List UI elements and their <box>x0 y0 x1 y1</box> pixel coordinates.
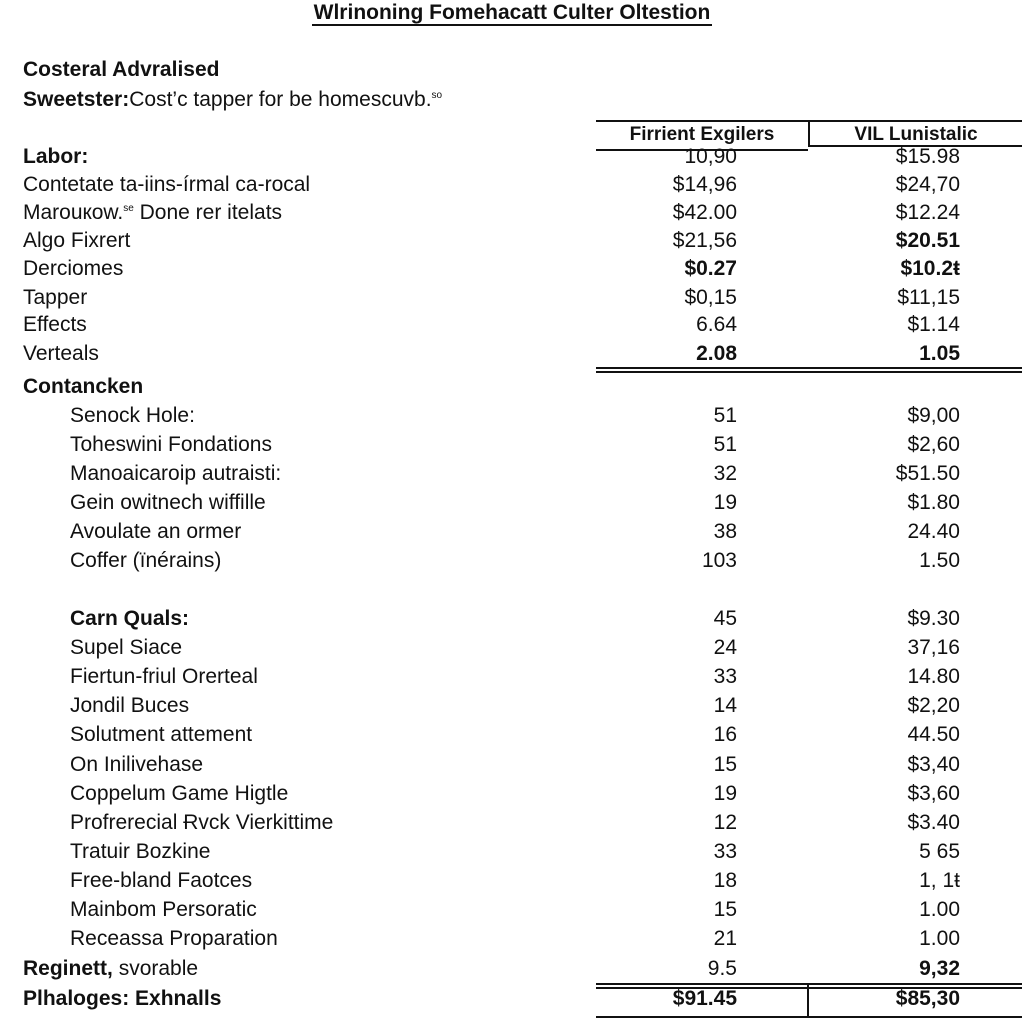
value-a: 10,90 <box>684 145 737 168</box>
value-b: 44.50 <box>907 723 960 746</box>
value-a: 6.64 <box>696 313 737 336</box>
document-title <box>0 0 1024 26</box>
row-label: Derciomes <box>23 257 124 280</box>
table-row <box>0 229 1024 257</box>
value-b: $12.24 <box>895 201 960 224</box>
carn-label: Carn Quals: <box>70 607 190 630</box>
table-row <box>0 342 1024 370</box>
value-a: $0.27 <box>684 257 737 280</box>
value-b: 1.50 <box>919 549 960 572</box>
subtotal-row <box>0 957 1024 985</box>
value-b: 14.80 <box>907 665 960 688</box>
subtitle-superscript: so <box>431 90 443 101</box>
value-a: 45 <box>713 607 737 630</box>
section-heading: Costeral Advralised <box>23 58 220 81</box>
value-a: 51 <box>713 433 737 456</box>
document-title-text: Wlrinoning Fomehacatt Culter Oltestion <box>313 1 711 24</box>
row-label: Coppelum Game Higtle <box>70 782 289 805</box>
row-label: Jondil Buces <box>70 694 190 717</box>
row-label: Free-bland Faotces <box>70 869 253 892</box>
value-a: 33 <box>713 665 737 688</box>
table-row <box>0 869 1024 897</box>
subtotal-rule <box>596 367 1022 369</box>
row-label: Coffer (ïnérains) <box>70 549 222 572</box>
value-a: 33 <box>713 840 737 863</box>
table-row <box>0 694 1024 722</box>
row-label: Fiertun-friul Orerteal <box>70 665 258 688</box>
value-b: $3,60 <box>907 782 960 805</box>
value-b: 1, 1ŧ <box>919 869 960 892</box>
row-label: Profrerecial Ɍvck Vierkittime <box>70 811 334 834</box>
table-row <box>0 840 1024 868</box>
row-label: Tratuir Bozkine <box>70 840 211 863</box>
section-row <box>0 375 1024 403</box>
value-b: $1.14 <box>907 313 960 336</box>
row-label: On Inilivehase <box>70 753 204 776</box>
value-a: 32 <box>713 462 737 485</box>
value-a: 14 <box>713 694 737 717</box>
row-label <box>23 957 198 981</box>
row-label: Gein owitnech wiffille <box>70 491 266 514</box>
value-b: $3.40 <box>907 811 960 834</box>
value-a: 18 <box>713 869 737 892</box>
value-b: 9,32 <box>919 957 960 980</box>
value-a: 12 <box>713 811 737 834</box>
value-a: 15 <box>713 898 737 921</box>
value-a: 9.5 <box>707 957 737 980</box>
value-b: $10.2ŧ <box>900 257 960 280</box>
value-a: 2.08 <box>696 342 737 365</box>
value-a: 103 <box>701 549 737 572</box>
row-label: Verteals <box>23 342 99 365</box>
value-a: 15 <box>713 753 737 776</box>
value-b: $2,20 <box>907 694 960 717</box>
row-label: Manoaicaroip autraisti: <box>70 462 282 485</box>
value-a: 51 <box>713 404 737 427</box>
table-row <box>0 549 1024 577</box>
value-a: 19 <box>713 491 737 514</box>
value-b: 1.05 <box>919 342 960 365</box>
value-b: 5 65 <box>919 840 960 863</box>
row-label-bold: Reginett, <box>23 957 113 980</box>
table-row <box>0 462 1024 490</box>
table-row <box>0 520 1024 548</box>
total-rule <box>596 1016 1022 1018</box>
value-a: 19 <box>713 782 737 805</box>
value-b: $2,60 <box>907 433 960 456</box>
subtitle-text: Cost’c tapper for be homescuvb. <box>129 88 432 111</box>
table-row <box>0 723 1024 751</box>
total-label: Plhaloges: Exhnalls <box>23 987 222 1010</box>
section-row <box>0 607 1024 635</box>
value-a: 38 <box>713 520 737 543</box>
value-a: $0,15 <box>684 286 737 309</box>
value-b: $1.80 <box>907 491 960 514</box>
value-a: $42.00 <box>672 201 737 224</box>
table-row <box>0 286 1024 314</box>
row-label-start: Marouкow. <box>23 201 124 224</box>
value-b: $51.50 <box>895 462 960 485</box>
table-row <box>0 491 1024 519</box>
table-row <box>0 753 1024 781</box>
row-label-rest: Done rer itelats <box>139 201 283 224</box>
value-a: $14,96 <box>672 173 737 196</box>
column-header-a: Firrient Exgilers <box>596 120 808 151</box>
value-b: 1.00 <box>919 927 960 950</box>
row-label: Supel Siace <box>70 636 183 659</box>
row-label-superscript: se <box>123 203 134 214</box>
row-label: Algo Fixrert <box>23 229 131 252</box>
row-label: Recеassa Proparation <box>70 927 278 950</box>
table-row <box>0 257 1024 285</box>
value-b: $20.51 <box>895 229 960 252</box>
subtotal-rule <box>596 371 1022 373</box>
value-a: 16 <box>713 723 737 746</box>
row-label: Mainbom Persoratic <box>70 898 257 921</box>
row-label-rest: svorable <box>118 957 199 980</box>
row-label: Avoulate an ormer <box>70 520 242 543</box>
value-a: 24 <box>713 636 737 659</box>
table-row <box>0 927 1024 955</box>
value-b: 37,16 <box>907 636 960 659</box>
value-b: 1.00 <box>919 898 960 921</box>
table-row <box>0 313 1024 341</box>
table-row <box>0 665 1024 693</box>
value-b: $9,00 <box>907 404 960 427</box>
value-a: 21 <box>713 927 737 950</box>
labor-label: Labor: <box>23 145 89 168</box>
labor-row <box>0 145 1024 173</box>
total-rule <box>596 983 1022 985</box>
row-label: Contetate ta-iins-írmal ca-rocal <box>23 173 311 196</box>
value-b: $3,40 <box>907 753 960 776</box>
value-b: 24.40 <box>907 520 960 543</box>
row-label <box>23 201 282 225</box>
row-label: Effects <box>23 313 87 336</box>
value-b: $24,70 <box>895 173 960 196</box>
table-row <box>0 898 1024 926</box>
value-a: $21,56 <box>672 229 737 252</box>
table-row <box>0 173 1024 201</box>
total-row <box>0 987 1024 1015</box>
table-row <box>0 433 1024 461</box>
table-row <box>0 636 1024 664</box>
column-header-b: VIL Lunistalic <box>808 120 1022 147</box>
value-b: $15.98 <box>895 145 960 168</box>
subtitle-label: Sweetster: <box>23 88 130 111</box>
total-value-b: $85,30 <box>895 987 960 1010</box>
table-row <box>0 201 1024 229</box>
table-row <box>0 404 1024 432</box>
row-label: Senock Hole: <box>70 404 195 427</box>
row-label: Solutment attement <box>70 723 253 746</box>
value-b: $9.30 <box>907 607 960 630</box>
table-row <box>0 811 1024 839</box>
subtitle <box>23 88 442 112</box>
row-label: Tapper <box>23 286 88 309</box>
row-label: Toheswini Fondations <box>70 433 272 456</box>
total-value-a: $91.45 <box>672 987 737 1010</box>
contancken-label: Contancken <box>23 375 144 398</box>
table-row <box>0 782 1024 810</box>
value-b: $11,15 <box>897 286 960 309</box>
